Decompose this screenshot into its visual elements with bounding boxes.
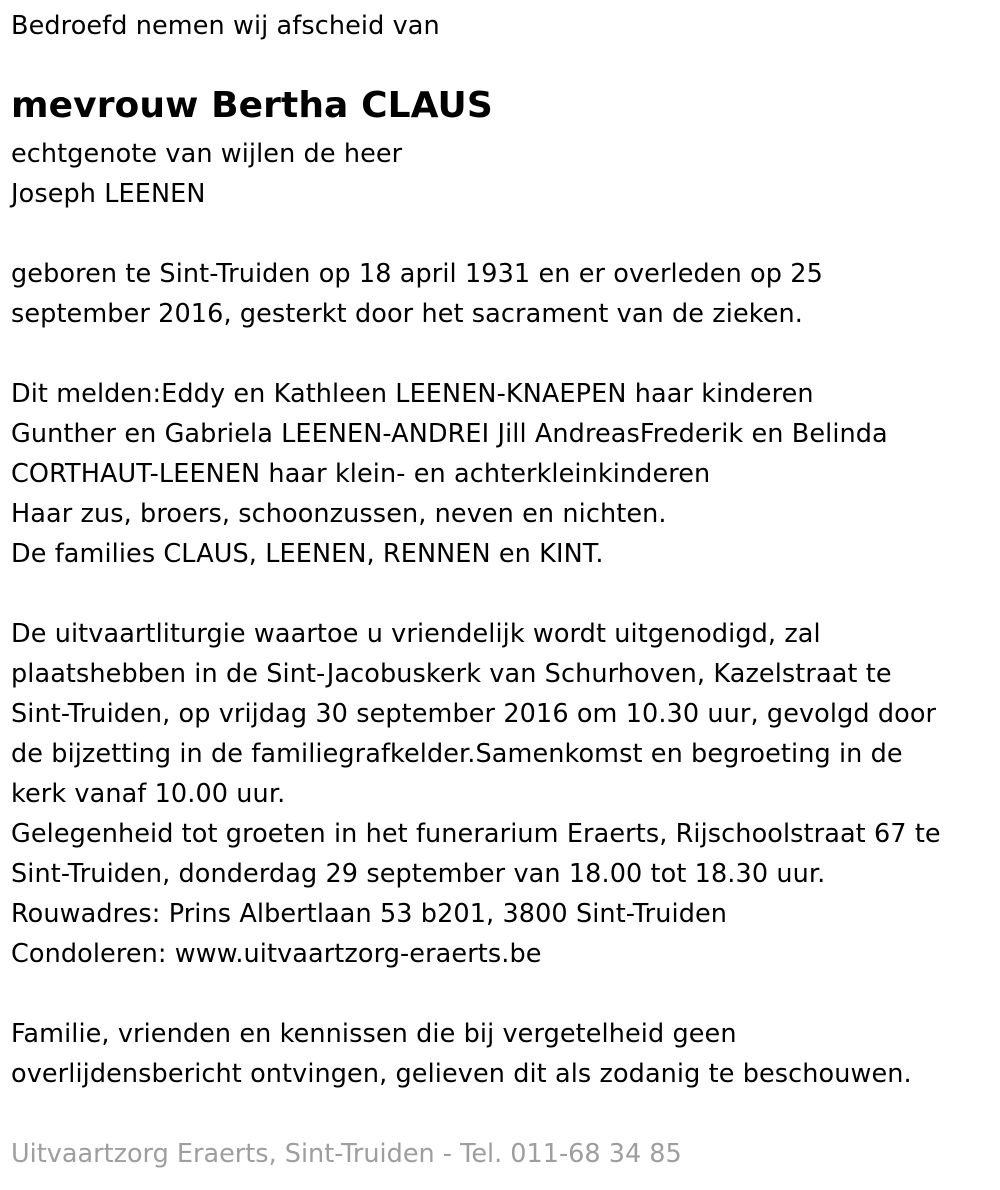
funeral-line: de bijzetting in de familiegrafkelder.Samenkomst en begroeting in de <box>11 739 903 769</box>
funeral-line: kerk vanaf 10.00 uur. <box>11 779 286 809</box>
deceased-name: mevrouw Bertha CLAUS <box>11 85 493 126</box>
birth-death-line: september 2016, gesterkt door het sacrament van de zieken. <box>11 299 803 329</box>
spouse-line: echtgenote van wijlen de heer <box>11 139 403 169</box>
funeral-line: Sint-Truiden, op vrijdag 30 september 2016 om 10.30 uur, gevolgd door <box>11 699 937 729</box>
spacer <box>11 974 996 1014</box>
visitation-line: Gelegenheid tot groeten in het funerarium Eraerts, Rijschoolstraat 67 te <box>11 819 941 849</box>
intro-text: Bedroefd nemen wij afscheid van <box>11 11 440 41</box>
visitation-line: Sint-Truiden, donderdag 29 september van 18.00 tot 18.30 uur. <box>11 859 826 889</box>
closing-line: Familie, vrienden en kennissen die bij vergetelheid geen <box>11 1019 737 1049</box>
family-line: De families CLAUS, LEENEN, RENNEN en KINT. <box>11 539 604 569</box>
birth-death-line: geboren te Sint-Truiden op 18 april 1931 en er overleden op 25 <box>11 259 823 289</box>
condolence-link[interactable]: Condoleren: www.uitvaartzorg-eraerts.be <box>11 939 542 969</box>
spouse-name: Joseph LEENEN <box>11 179 206 209</box>
family-line: Haar zus, broers, schoonzussen, neven en nichten. <box>11 499 667 529</box>
funeral-home-footer: Uitvaartzorg Eraerts, Sint-Truiden - Tel. 011-68 34 85 <box>11 1139 682 1169</box>
funeral-line: De uitvaartliturgie waartoe u vriendelijk wordt uitgenodigd, zal <box>11 619 821 649</box>
spacer <box>11 334 996 374</box>
spacer <box>11 214 996 254</box>
death-notice <box>11 6 996 1094</box>
family-line: Dit melden:Eddy en Kathleen LEENEN-KNAEPEN haar kinderen <box>11 379 814 409</box>
closing-line: overlijdensbericht ontvingen, gelieven dit als zodanig te beschouwen. <box>11 1059 912 1089</box>
funeral-line: plaatshebben in de Sint-Jacobuskerk van Schurhoven, Kazelstraat te <box>11 659 892 689</box>
spacer <box>11 574 996 614</box>
family-line: Gunther en Gabriela LEENEN-ANDREI Jill AndreasFrederik en Belinda <box>11 419 888 449</box>
family-line: CORTHAUT-LEENEN haar klein- en achterkleinkinderen <box>11 459 711 489</box>
mourning-address: Rouwadres: Prins Albertlaan 53 b201, 3800 Sint-Truiden <box>11 899 728 929</box>
